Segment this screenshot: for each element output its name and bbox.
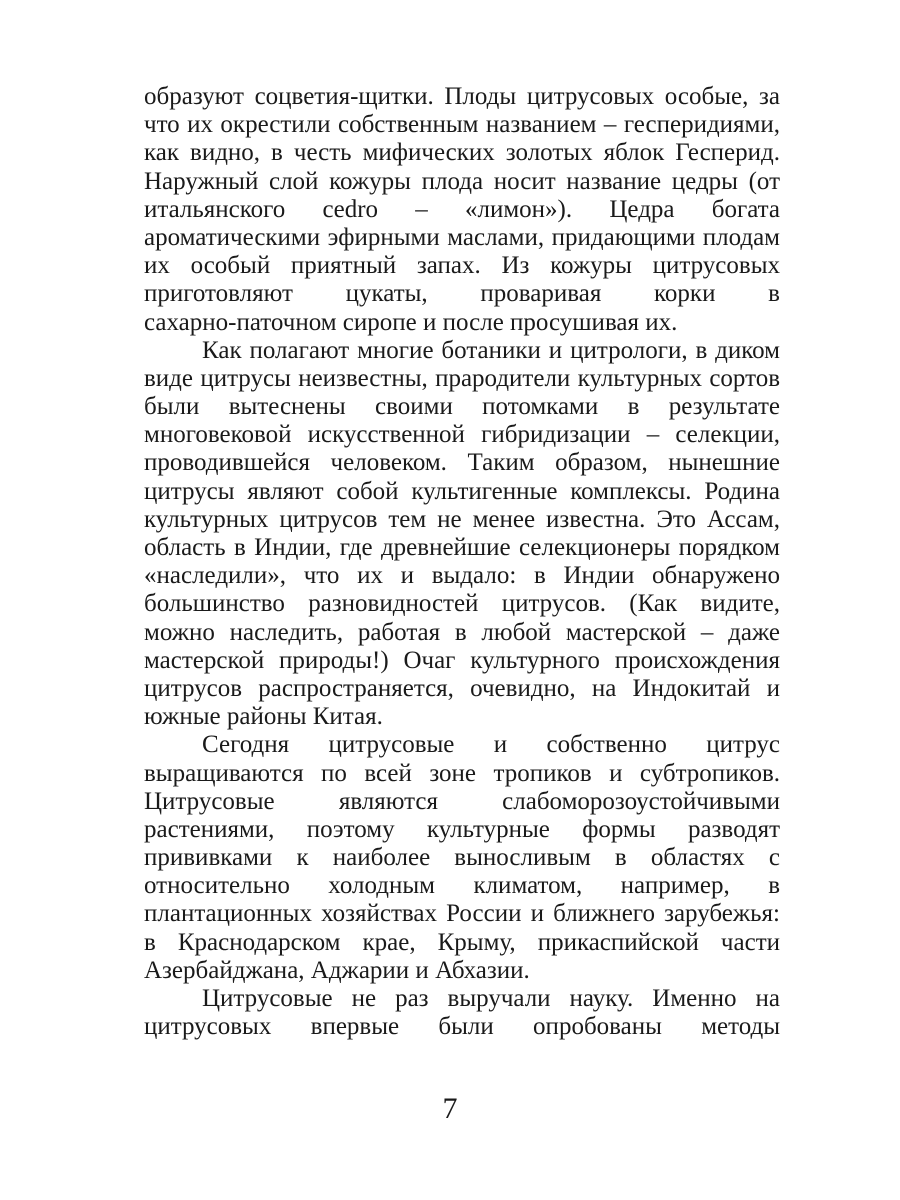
paragraph-1 (144, 83, 780, 337)
text-line: Цитрусовые не раз выручали науку. Именно на (202, 985, 780, 1012)
text-line: цитрусы являют собой культигенные комплексы. Родина (144, 477, 780, 505)
text-line: относительно холодным климатом, например, в (144, 872, 780, 900)
text-line: Цитрусовые являются слабоморозоустойчивыми (144, 787, 780, 815)
text-line: Азербайджана, Аджарии и Абхазии. (144, 956, 530, 984)
text-line: Как полагают многие ботаники и цитрологи, в диком (202, 336, 780, 364)
text-line: можно наследить, работая в любой мастерской – даже (144, 618, 780, 646)
paragraph-3 (144, 731, 780, 985)
text-line: прививками к наиболее выносливым в областях с (144, 844, 780, 872)
text-line: мастерской природы!) Очаг культурного происхождения (144, 646, 780, 674)
page-number: 7 (442, 1092, 458, 1125)
text-line: «наследили», что их и выдало: в Индии обнаружено (144, 562, 780, 590)
text-line: сахарно-паточном сиропе и после просушивая их. (144, 308, 678, 336)
text-line: итальянского cedro – «лимон»). Цедра богата (144, 195, 780, 223)
text-line: образуют соцветия-щитки. Плоды цитрусовых особые, за (144, 83, 780, 110)
text-line: большинство разновидностей цитрусов. (Как видите, (144, 590, 780, 618)
text-line: цитрусовых впервые были опробованы методы (144, 1013, 780, 1041)
text-line: что их окрестили собственным названием – гесперидиями, (144, 111, 780, 139)
text-line: плантационных хозяйствах России и ближнего зарубежья: (144, 900, 780, 928)
text-line: цитрусов распространяется, очевидно, на Индокитай и (144, 674, 780, 702)
text-line: проводившейся человеком. Таким образом, нынешние (144, 449, 780, 477)
text-line: многовековой искусственной гибридизации – селекции, (144, 421, 780, 449)
text-line: Сегодня цитрусовые и собственно цитрус (202, 731, 780, 759)
text-line: южные районы Китая. (144, 703, 383, 731)
text-line: растениями, поэтому культурные формы разводят (144, 815, 780, 843)
text-line: в Краснодарском крае, Крыму, прикаспийской части (144, 928, 780, 956)
page-body (144, 83, 780, 1041)
text-line: были вытеснены своими потомками в результате (144, 393, 780, 421)
text-line: выращиваются по всей зоне тропиков и субтропиков. (144, 759, 780, 787)
text-line: приготовляют цукаты, проваривая корки в (144, 280, 780, 308)
text-line: область в Индии, где древнейшие селекционеры порядком (144, 534, 780, 561)
paragraph-4 (144, 985, 780, 1041)
text-line: ароматическими эфирными маслами, придающими плодам (144, 223, 780, 251)
paragraph-2 (144, 337, 780, 732)
text-line: их особый приятный запах. Из кожуры цитрусовых (144, 252, 780, 280)
text-line: Наружный слой кожуры плода носит название цедры (от (144, 167, 780, 195)
text-line: виде цитрусы неизвестны, прародители культурных сортов (144, 364, 780, 392)
text-line: как видно, в честь мифических золотых яблок Гесперид. (144, 139, 780, 167)
text-line: культурных цитрусов тем не менее известна. Это Ассам, (144, 505, 780, 533)
